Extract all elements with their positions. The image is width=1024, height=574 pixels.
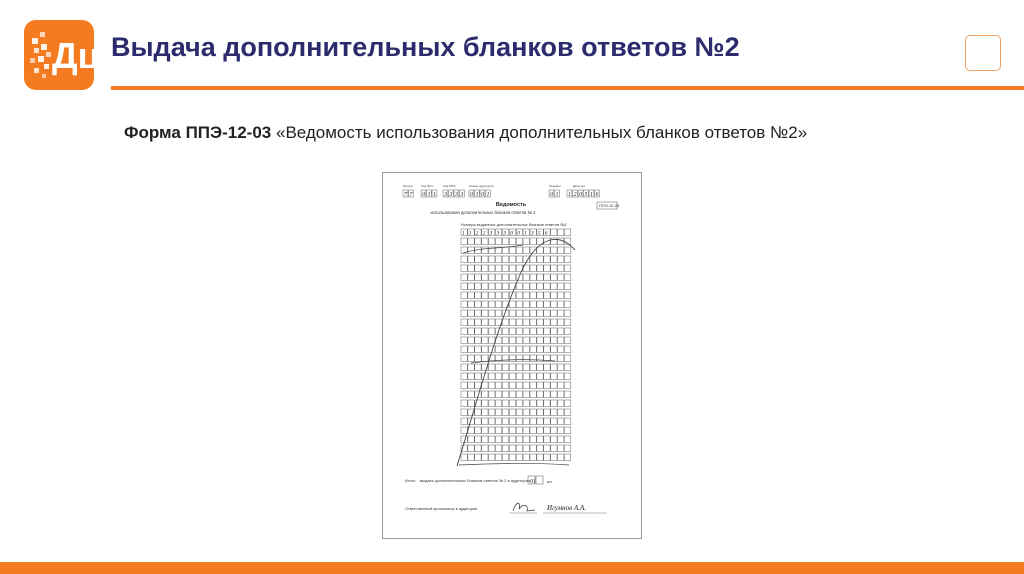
number-row xyxy=(461,301,571,308)
doc-title-line1: Ведомость xyxy=(495,202,527,208)
form-subtitle xyxy=(124,123,807,143)
number-row xyxy=(461,427,571,434)
handwritten-digit: 1 xyxy=(433,191,436,198)
page-title: Выдача дополнительных бланков ответов №2 xyxy=(111,32,740,62)
number-row xyxy=(461,409,571,416)
doc-title-line2: использования дополнительных бланков ответов № 2 xyxy=(430,210,536,215)
number-row xyxy=(461,256,571,263)
handwritten-digit: 1 xyxy=(468,230,472,237)
handwritten-digit: 2 xyxy=(475,230,479,237)
form-code: Форма ППЭ-12-03 xyxy=(124,123,272,142)
handwritten-digit: 1 xyxy=(427,191,431,198)
footer-bar xyxy=(0,562,1024,574)
doc-organizer-signature: Игумнов А.А. xyxy=(547,504,586,512)
number-row xyxy=(461,346,571,353)
doc-header-label: Код ППЭ xyxy=(443,184,456,188)
handwritten-digit: 3 xyxy=(449,191,453,198)
handwritten-digit: 5 xyxy=(537,230,541,237)
doc-table-header: Номера выданных дополнительных бланков ответов №2 xyxy=(461,222,567,227)
handwritten-digit: 1 xyxy=(486,191,490,198)
header-divider xyxy=(111,86,1024,90)
handwritten-digit: 0 xyxy=(550,191,553,198)
number-row xyxy=(461,319,571,326)
handwritten-digit: 0 xyxy=(579,191,582,198)
doc-header-label: Код МСУ xyxy=(421,184,434,188)
strike-line xyxy=(463,245,523,253)
logo-letter-d: Дц xyxy=(52,35,100,76)
corner-box xyxy=(965,35,1001,71)
number-row xyxy=(461,418,571,425)
number-row xyxy=(461,454,571,461)
signature-scribble xyxy=(513,503,535,511)
handwritten-digit: 0 xyxy=(517,230,520,237)
doc-total-label: Итого xyxy=(405,478,416,483)
number-row xyxy=(461,229,571,236)
number-row xyxy=(461,355,571,362)
handwritten-digit: 3 xyxy=(496,230,500,237)
number-row xyxy=(461,328,571,335)
doc-form-tag: ППЭ-12-03 xyxy=(599,203,620,208)
number-row xyxy=(461,373,571,380)
number-row xyxy=(461,436,571,443)
doc-total-value: 01 xyxy=(530,479,536,485)
form-name: «Ведомость использования дополнительных бланков ответов №2» xyxy=(276,123,808,142)
handwritten-digit: 1 xyxy=(462,230,465,237)
handwritten-digit: 0 xyxy=(422,191,425,198)
handwritten-digit: 0 xyxy=(510,230,514,237)
number-row xyxy=(461,364,571,371)
handwritten-digit: 7 xyxy=(409,191,413,198)
number-row xyxy=(461,337,571,344)
handwritten-digit: 7 xyxy=(404,191,407,198)
handwritten-digit: 2 xyxy=(573,191,577,198)
handwritten-digit: 0 xyxy=(470,191,473,198)
doc-total-unit: шт. xyxy=(547,479,553,484)
handwritten-digit: 3 xyxy=(444,191,447,198)
number-row xyxy=(461,400,571,407)
doc-header-label: Номер аудитории xyxy=(469,184,494,188)
handwritten-digit: 3 xyxy=(489,230,493,237)
handwritten-digit: 3 xyxy=(503,230,507,237)
handwritten-digit: 1 xyxy=(524,230,527,237)
doc-organizer-label: Ответственный организатор в аудитории xyxy=(405,507,478,511)
handwritten-digit: 3 xyxy=(460,191,464,198)
handwritten-digit: 6 xyxy=(595,191,599,198)
handwritten-digit: 2 xyxy=(482,230,486,237)
doc-total-text: выдано дополнительных бланков ответов № 2 в аудитории xyxy=(420,478,531,483)
logo-graphic xyxy=(24,20,100,90)
number-row xyxy=(461,292,571,299)
strike-line xyxy=(459,464,569,466)
handwritten-digit: 3 xyxy=(531,230,534,237)
handwritten-digit: 5 xyxy=(584,191,588,198)
number-row xyxy=(461,310,571,317)
handwritten-digit: 3 xyxy=(455,191,458,198)
handwritten-digit: 1 xyxy=(590,191,593,198)
handwritten-digit: 1 xyxy=(568,191,571,198)
form-scan-drawing xyxy=(383,173,641,538)
handwritten-digit: 1 xyxy=(475,191,479,198)
number-row xyxy=(461,265,571,272)
number-row xyxy=(461,382,571,389)
number-row xyxy=(461,445,571,452)
handwritten-digit: 1 xyxy=(555,191,559,198)
doc-exam-date-label: Дата экз. xyxy=(573,184,586,188)
number-row xyxy=(461,274,571,281)
logo xyxy=(24,20,100,90)
handwritten-digit: 6 xyxy=(544,230,548,237)
doc-header-label: Регион xyxy=(403,184,413,188)
form-scan xyxy=(382,172,642,539)
handwritten-digit: 0 xyxy=(481,191,484,198)
doc-subject-label: Предмет xyxy=(549,184,562,188)
number-row xyxy=(461,391,571,398)
